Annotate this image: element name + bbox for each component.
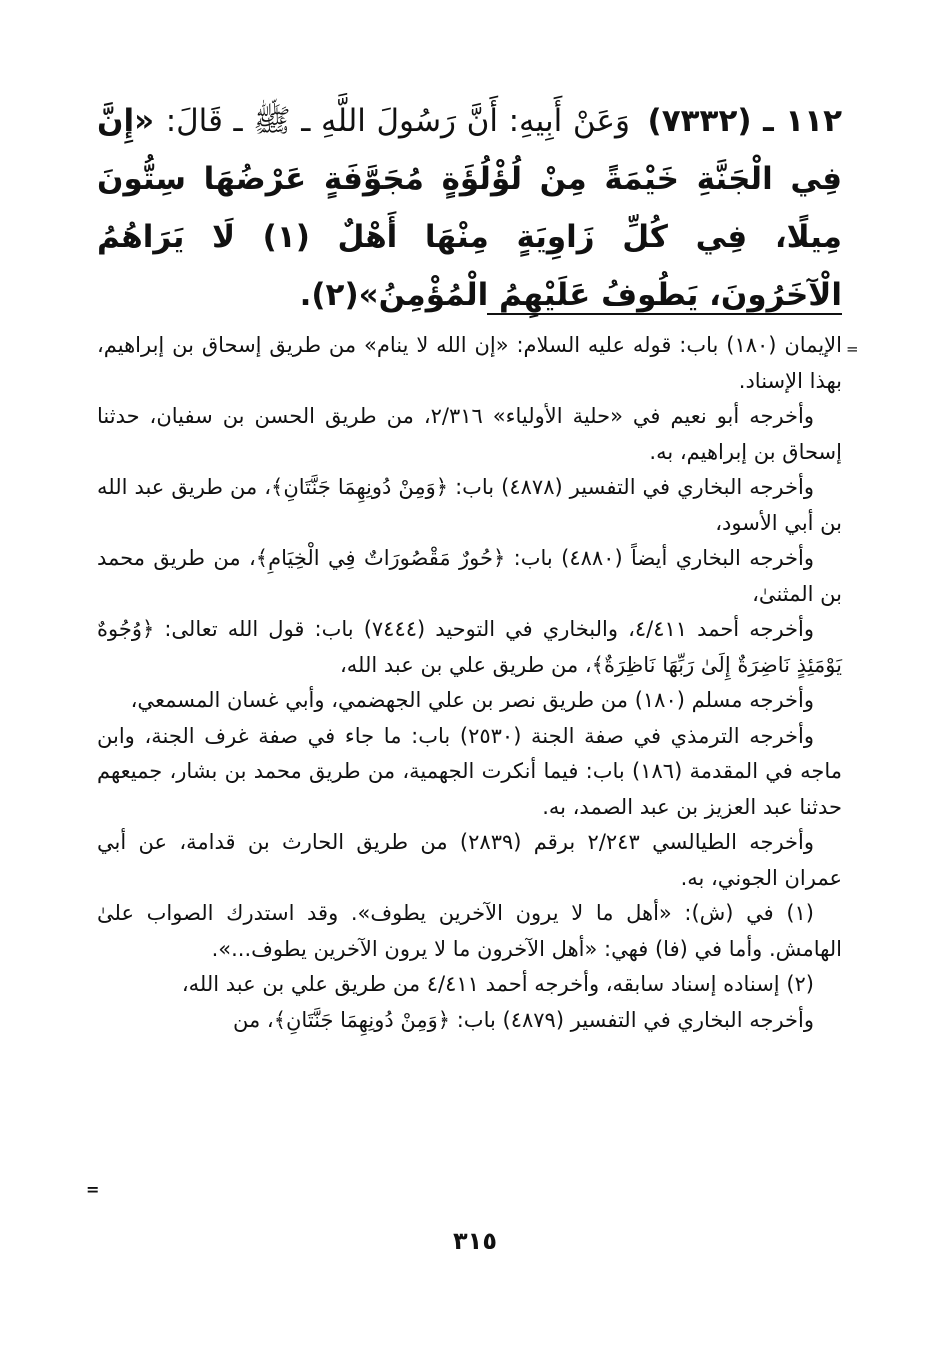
footnote-divider bbox=[487, 313, 842, 315]
hadith-paragraph bbox=[97, 92, 842, 324]
note-paragraph: وأخرجه الترمذي في صفة الجنة (٢٥٣٠) باب: ما جاء في صفة غرف الجنة، وابن ماجه في المقدمة (١٨٦) باب: فيما أنكرت الجهمية، من طريق محمد بن بشار، جميعهم حدثنا عبد العزيز بن عبد الصمد، به. bbox=[97, 723, 842, 819]
footnote-2: (٢) إسناده إسناد سابقه، وأخرجه أحمد ٤/٤١١ من طريق علي بن عبد الله، bbox=[181, 972, 814, 996]
note-paragraph: وأخرجه البخاري في التفسير (٤٨٧٨) باب: ﴿وَمِنْ دُونِهِمَا جَنَّتَانِ﴾، من طريق عبد الله بن أبي الأسود، bbox=[97, 475, 842, 535]
note-paragraph: وأخرجه البخاري أيضاً (٤٨٨٠) باب: ﴿حُورٌ مَقْصُورَاتٌ فِي الْخِيَامِ﴾، من طريق محمد بن المثنىٰ، bbox=[97, 546, 842, 606]
hadith-text: «إِنَّ فِي الْجَنَّةِ خَيْمَةً مِنْ لُؤْلُؤَةٍ مُجَوَّفَةٍ عَرْضُهَا سِتُّونَ مِيلًا، فِي كُلِّ زَاوِيَةٍ مِنْهَا أَهْلٌ (١) لَا يَرَاهُمُ الْآخَرُونَ، يَطُوفُ عَلَيْهِمُ الْمُؤْمِنُ»(٢). bbox=[97, 103, 842, 313]
hadith-number: ١١٢ ـ (٧٣٣٢) bbox=[647, 103, 843, 139]
continuation-mark-end: = bbox=[86, 1180, 100, 1199]
footnotes bbox=[97, 328, 842, 1038]
page-number: ٣١٥ bbox=[453, 1227, 497, 1255]
hadith-block bbox=[97, 92, 842, 324]
note-paragraph: وأخرجه مسلم (١٨٠) من طريق نصر بن علي الجهضمي، وأبي غسان المسمعي، bbox=[130, 688, 814, 712]
note-paragraph: وأخرجه أحمد ٤/٤١١، والبخاري في التوحيد (٧٤٤٤) باب: قول الله تعالى: ﴿وُجُوهٌ يَوْمَئِذٍ نَاضِرَةٌ إِلَىٰ رَبِّهَا نَاظِرَةٌ﴾، من طريق علي بن عبد الله، bbox=[97, 617, 842, 677]
note-paragraph: الإيمان (١٨٠) باب: قوله عليه السلام: «إن الله لا ينام» من طريق إسحاق بن إبراهيم، بهذا الإسناد. bbox=[97, 333, 842, 393]
hadith-intro: وَعَنْ أَبِيهِ: أَنَّ رَسُولَ اللَّهِ ـ ﷺ ـ قَالَ: bbox=[165, 103, 630, 139]
footnote-1: (١) في (ش): «أهل ما لا يرون الآخرين يطوف». وقد استدرك الصواب علىٰ الهامش. وأما في (فا) فهي: «أهل الآخرون ما لا يرون الآخرين يطوف...». bbox=[97, 901, 842, 961]
note-paragraph: وأخرجه أبو نعيم في «حلية الأولياء» ٢/٣١٦، من طريق الحسن بن سفيان، حدثنا إسحاق بن إبراهيم، به. bbox=[97, 404, 842, 464]
note-paragraph: وأخرجه الطيالسي ٢/٢٤٣ برقم (٢٨٣٩) من طريق الحارث بن قدامة، عن أبي عمران الجوني، به. bbox=[97, 830, 842, 890]
continuation-mark-start: = bbox=[846, 340, 859, 358]
note-paragraph: وأخرجه البخاري في التفسير (٤٨٧٩) باب: ﴿وَمِنْ دُونِهِمَا جَنَّتَانِ﴾، من bbox=[233, 1007, 814, 1032]
